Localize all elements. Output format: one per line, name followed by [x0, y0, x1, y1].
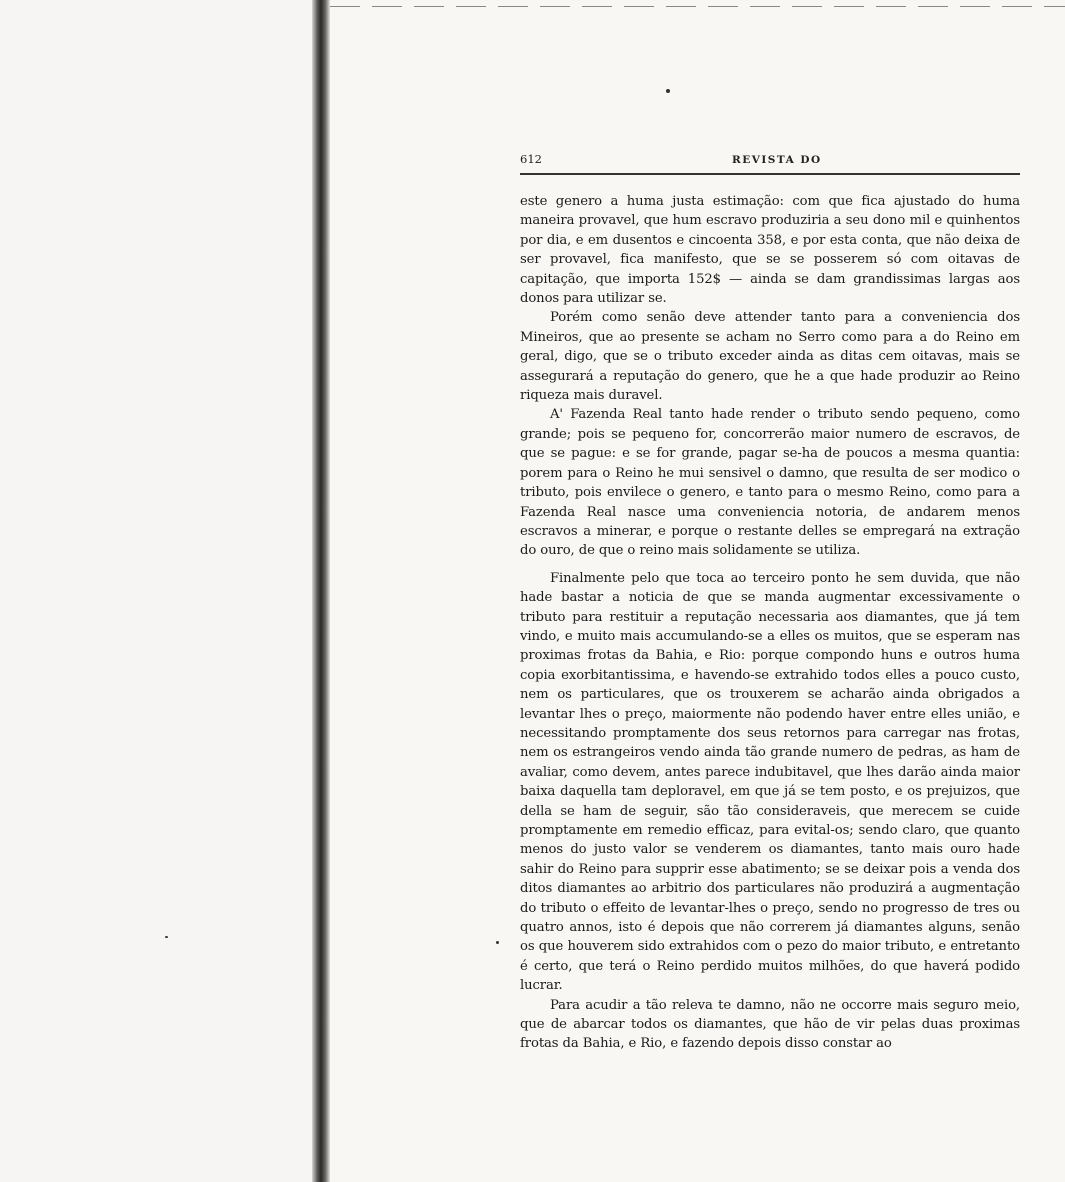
scan-top-edge: [330, 6, 1065, 7]
paragraph: Finalmente pelo que toca ao terceiro ponto he sem duvida, que não hade bastar a noticia de que se manda augmentar excessivamente o tributo para restituir a reputação necessaria aos diamantes, que já tem vindo, e muito mais accumulando-se a elles os muitos, que se esperam nas proximas frotas da Bahia, e Rio: porque compondo huns e outros huma copia exorbitantissima, e havendo-se extrahido todos elles a pouco custo, nem os particulares, que os trouxerem se acharão ainda obrigados a levantar lhes o preço, maiormente não podendo haver entre elles união, e necessitando promptamente dos seus retornos para carregar nas frotas, nem os estrangeiros vendo ainda tão grande numero de pedras, as ham de avaliar, como devem, antes parece indubitavel, que lhes darão ainda maior baixa daquella tam deploravel, em que já se tem posto, e os prejuizos, que della se ham de seguir, são tão consideraveis, que merecem se cuide promptamente em remedio efficaz, para evital-os; sendo claro, que quanto menos do justo valor se venderem os diamantes, tanto mais ouro hade sahir do Reino para supprir esse abatimento; se se deixar pois a venda dos ditos diamantes ao arbitrio dos particulares não produzirá a augmentação do tributo o effeito de levantar-lhes o preço, sendo no progresso de tres ou quatro annos, isto é depois que não correrem já diamantes alguns, senão os que houverem sido extrahidos com o pezo do maior tributo, e entretanto é certo, que terá o Reino perdido muitos milhões, do que haverá podido lucrar.: [520, 570, 1020, 994]
paragraph: Porém como senão deve attender tanto para a conveniencia dos Mineiros, que ao presente se acham no Serro como para a do Reino em geral, digo, que se o tributo exceder ainda as ditas cem oitavas, mais se assegurará a reputação do genero, que he a que hade produzir ao Reino riqueza mais duravel.: [520, 310, 1020, 404]
page-number: 612: [520, 152, 542, 166]
running-title: REVISTA DO: [732, 154, 822, 166]
paragraph: A' Fazenda Real tanto hade render o tributo sendo pequeno, como grande; pois se pequeno for, concorrerão maior numero de escravos, de que se pague: e se for grande, pagar se-ha de poucos a mesma quantia: porem para o Reino he mui sensivel o damno, que resulta de ser modico o tributo, pois envilece o genero, e tanto para o mesmo Reino, como para a Fazenda Real nasce uma conveniencia notoria, de andarem menos escravos a minerar, e porque o restante delles se empregará na extração do ouro, de que o reino mais solidamente se utiliza.: [520, 407, 1020, 559]
scan-speck: [165, 936, 168, 938]
body-text: [520, 192, 1020, 1054]
book-gutter: [312, 0, 330, 1182]
page-header: [520, 152, 1020, 172]
paragraph: Para acudir a tão releva te damno, não ne occorre mais seguro meio, que de abarcar todos os diamantes, que hão de vir pelas duas proximas frotas da Bahia, e Rio, e fazendo depois disso constar ao: [520, 997, 1020, 1052]
header-rule: [520, 173, 1020, 175]
scan-speck: [496, 941, 499, 944]
paragraph: este genero a huma justa estimação: com que fica ajustado do huma maneira provavel, que hum escravo produziria a seu dono mil e quinhentos por dia, e em dusentos e cincoenta 358, e por esta conta, que não deixa de ser provavel, fica manifesto, que se se posserem só com oitavas de capitação, que importa 152$ — ainda se dam grandissimas largas aos donos para utilizar se.: [520, 194, 1020, 307]
scan-speck: [666, 89, 670, 93]
left-page-blank: [0, 0, 316, 1182]
